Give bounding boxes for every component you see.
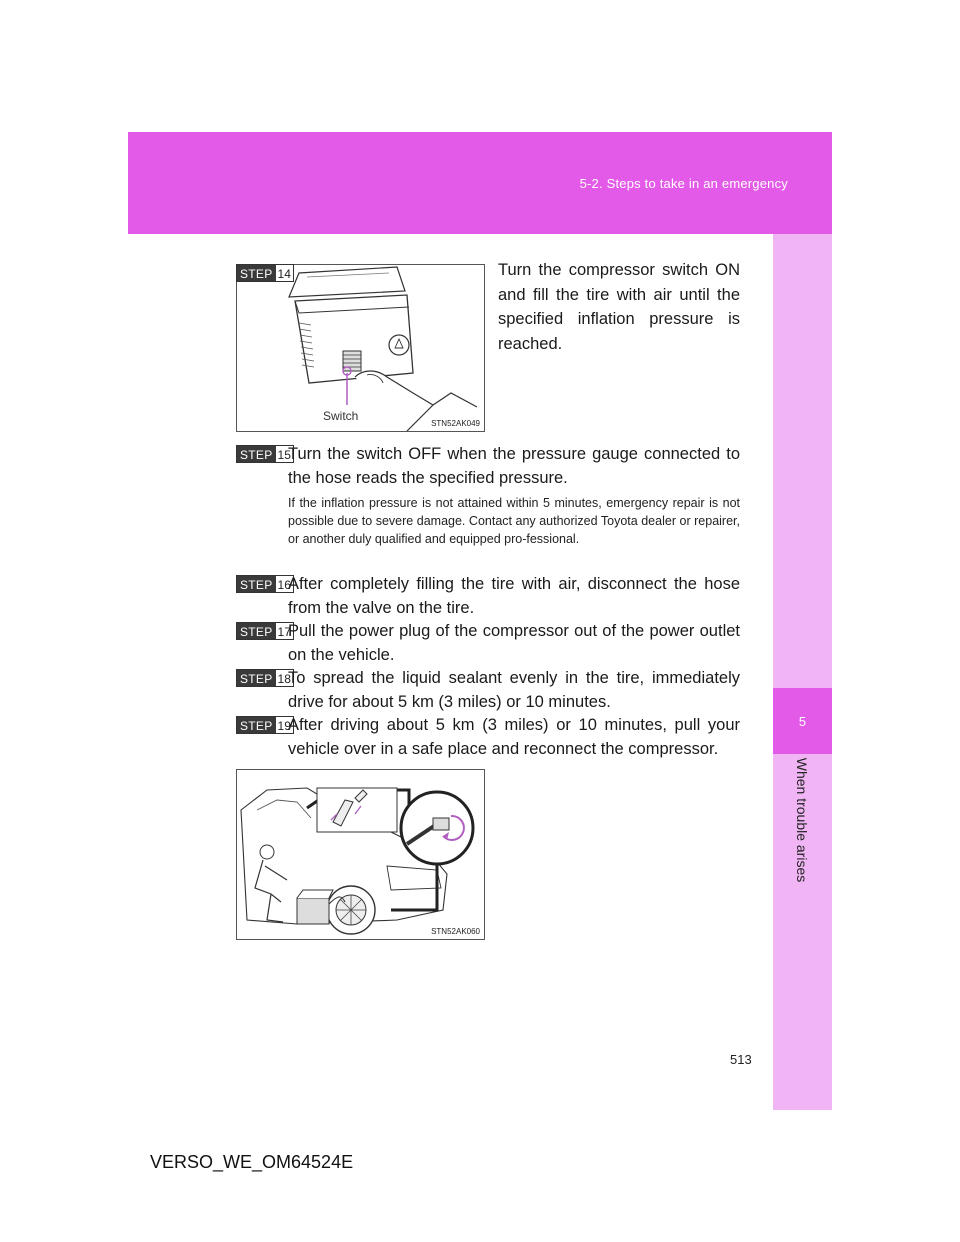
chapter-number: 5 xyxy=(798,713,807,729)
step-label: STEP xyxy=(237,623,276,639)
step-badge-19 xyxy=(236,716,294,734)
vehicle-illustration xyxy=(237,770,484,939)
step-badge-18 xyxy=(236,669,294,687)
figure-code: STN52AK060 xyxy=(431,927,480,936)
step-15-text: Turn the switch OFF when the pressure gauge connected to the hose reads the specified pressure. xyxy=(288,445,740,487)
step-number: 17 xyxy=(277,625,291,639)
step-number: 19 xyxy=(277,719,291,733)
step-badge-14 xyxy=(236,264,294,282)
reconnect-compressor-figure xyxy=(236,769,485,940)
step-16-text: After completely filling the tire with air, disconnect the hose from the valve on the tire. xyxy=(288,575,740,617)
chapter-tab[interactable] xyxy=(773,688,832,754)
chapter-title: When trouble arises xyxy=(794,757,810,883)
step-label: STEP xyxy=(237,576,276,592)
step-number: 16 xyxy=(277,578,291,592)
header-band xyxy=(128,132,832,234)
step-19-text: After driving about 5 km (3 miles) or 10 minutes, pull your vehicle over in a safe place and reconnect the compressor. xyxy=(288,716,740,758)
step-label: STEP xyxy=(237,446,276,462)
figure-code: STN52AK049 xyxy=(431,419,480,428)
compressor-illustration xyxy=(237,265,484,431)
step-badge-17 xyxy=(236,622,294,640)
document-code: VERSO_WE_OM64524E xyxy=(150,1152,354,1172)
step-label: STEP xyxy=(237,717,276,733)
step-badge-15 xyxy=(236,445,294,463)
step-label: STEP xyxy=(237,670,276,686)
step-14-text: Turn the compressor switch ON and fill the tire with air until the specified inflation pressure is reached. xyxy=(498,261,740,353)
step-label: STEP xyxy=(237,265,276,281)
step-number: 14 xyxy=(277,267,291,281)
step-15-note: If the inflation pressure is not attained within 5 minutes, emergency repair is not possible due to severe damage. Contact any authorized Toyota dealer or repairer, or another duly qualified and equipped pro-fessional. xyxy=(288,496,740,546)
step-18-text: To spread the liquid sealant evenly in the tire, immediately drive for about 5 km (3 miles) or 10 minutes. xyxy=(288,669,740,711)
section-title: 5-2. Steps to take in an emergency xyxy=(579,176,788,191)
side-strip xyxy=(773,234,832,1110)
step-badge-16 xyxy=(236,575,294,593)
switch-callout-label: Switch xyxy=(323,409,359,423)
step-number: 18 xyxy=(277,672,291,686)
step-17-text: Pull the power plug of the compressor out of the power outlet on the vehicle. xyxy=(288,622,740,664)
page-number: 513 xyxy=(730,1052,752,1067)
compressor-switch-figure xyxy=(236,264,485,432)
step-number: 15 xyxy=(277,448,291,462)
